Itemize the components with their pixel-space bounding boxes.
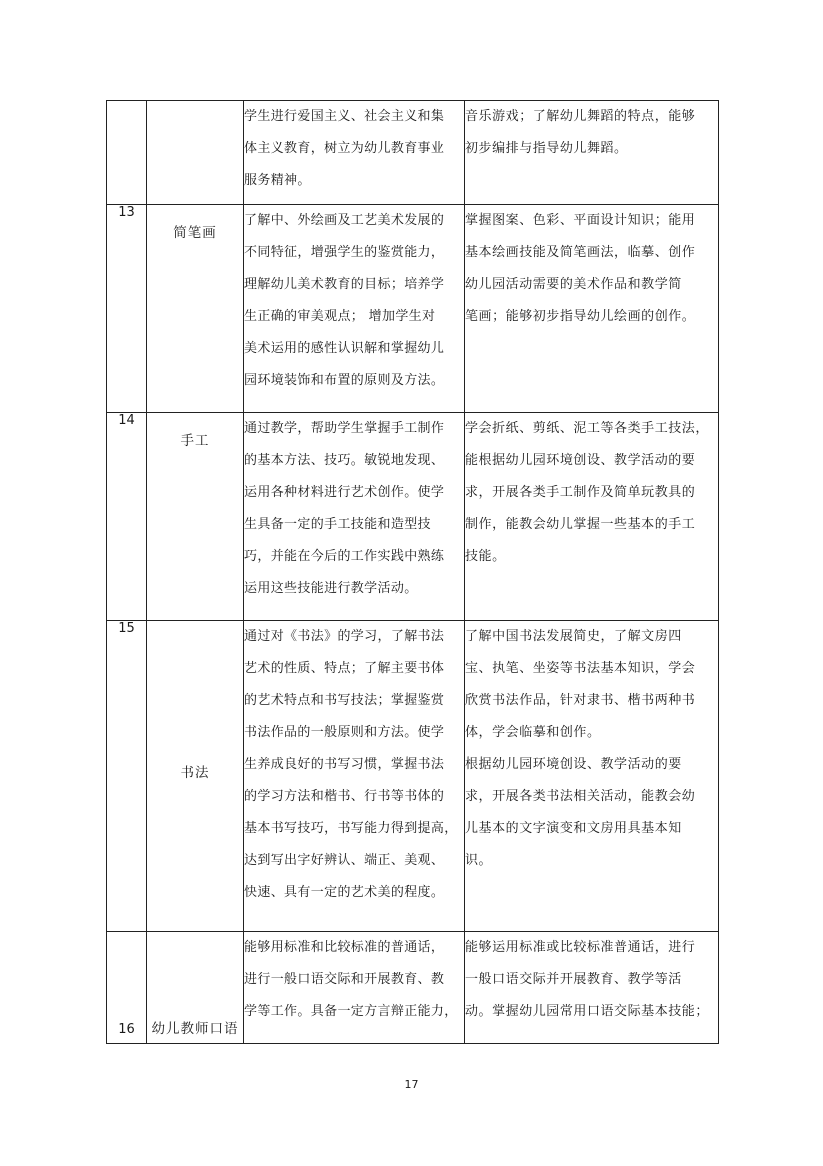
objective-line: 服务精神。 [244,173,311,188]
objective-line: 学生进行爱国主义、社会主义和集 [244,109,445,124]
objective-line: 运用各种材料进行艺术创作。使学 [244,485,445,500]
course-requirements [465,932,719,1044]
course-objectives [244,932,465,1044]
course-requirements [465,205,719,413]
requirement-line: 笔画；能够初步指导幼儿绘画的创作。 [465,309,696,324]
course-number: 16 [107,932,147,1044]
course-row [107,205,719,413]
requirement-line: 基本绘画技能及简笔画法，临摹、创作 [465,245,696,260]
course-requirements [465,413,719,621]
requirement-line: 学会折纸、剪纸、泥工等各类手工技法， [465,421,709,436]
objective-line: 了解中、外绘画及工艺美术发展的 [244,213,445,228]
objective-line: 生养成良好的书写习惯，掌握书法 [244,757,445,772]
objective-line: 书法作品的一般原则和方法。使学 [244,725,445,740]
requirement-line: 识。 [465,853,493,868]
objective-line: 美术运用的感性认识解和掌握幼儿 [244,341,445,356]
course-number: 15 [107,621,147,932]
objective-line: 的基本方法、技巧。敏锐地发现、 [244,453,445,468]
requirement-line: 技能。 [465,549,506,564]
requirement-line: 制作，能教会幼儿掌握一些基本的手工 [465,517,696,532]
course-objectives [244,101,465,205]
course-number: 13 [107,205,147,413]
objective-line: 巧，并能在今后的工作实践中熟练 [244,549,445,564]
objective-line: 生正确的审美观点； 增加学生对 [244,309,436,324]
requirement-line: 了解中国书法发展简史，了解文房四 [465,629,682,644]
objective-line: 生具备一定的手工技能和造型技 [244,517,431,532]
objective-line: 基本书写技巧，书写能力得到提高， [244,821,458,836]
objective-line: 的学习方法和楷书、行书等书体的 [244,789,445,804]
objective-line: 不同特征，增强学生的鉴赏能力， [244,245,445,260]
objective-line: 进行一般口语交际和开展教育、教 [244,972,445,987]
objective-line: 的艺术特点和书写技法；掌握鉴赏 [244,693,445,708]
objective-line: 园环境装饰和布置的原则及方法。 [244,373,445,388]
objective-line: 体主义教育，树立为幼儿教育事业 [244,141,445,156]
requirement-line: 体，学会临摹和创作。 [465,725,601,740]
course-objectives [244,413,465,621]
course-objectives [244,621,465,932]
requirement-line: 初步编排与指导幼儿舞蹈。 [465,141,628,156]
course-name [147,101,244,205]
objective-line: 达到写出字好辨认、端正、美观、 [244,853,445,868]
course-row [107,101,719,205]
requirement-line: 幼儿园活动需要的美术作品和教学简 [465,277,682,292]
requirement-line: 儿基本的文字演变和文房用具基本知 [465,821,682,836]
course-number [107,101,147,205]
course-row [107,413,719,621]
requirement-line: 求，开展各类书法相关活动，能教会幼 [465,789,696,804]
requirement-line: 音乐游戏；了解幼儿舞蹈的特点，能够 [465,109,696,124]
objective-line: 通过教学，帮助学生掌握手工制作 [244,421,445,436]
requirement-line: 求，开展各类手工制作及简单玩教具的 [465,485,696,500]
requirement-line: 动。掌握幼儿园常用口语交际基本技能； [465,1004,709,1019]
objective-line: 理解幼儿美术教育的目标；培养学 [244,277,445,292]
requirement-line: 欣赏书法作品，针对隶书、楷书两种书 [465,693,696,708]
course-name: 幼儿教师口语 [147,932,244,1044]
requirement-line: 能根据幼儿园环境创设、教学活动的要 [465,453,696,468]
objective-line: 艺术的性质、特点；了解主要书体 [244,661,445,676]
requirement-line: 根据幼儿园环境创设、教学活动的要 [465,757,682,772]
course-requirements [465,101,719,205]
course-requirements [465,621,719,932]
course-row [107,932,719,1044]
objective-line: 学等工作。具备一定方言辩正能力， [244,1004,458,1019]
objective-line: 快速、具有一定的艺术美的程度。 [244,885,445,900]
course-name: 简笔画 [147,205,244,413]
course-name: 手工 [147,413,244,621]
course-row [107,621,719,932]
curriculum-table [106,100,719,1044]
course-number: 14 [107,413,147,621]
course-name: 书法 [147,621,244,932]
page-number: 17 [404,1078,419,1091]
requirement-line: 能够运用标准或比较标准普通话，进行 [465,940,696,955]
requirement-line: 宝、执笔、坐姿等书法基本知识，学会 [465,661,696,676]
requirement-line: 掌握图案、色彩、平面设计知识；能用 [465,213,696,228]
objective-line: 通过对《书法》的学习，了解书法 [244,629,445,644]
requirement-line: 一般口语交际并开展教育、教学等活 [465,972,682,987]
objective-line: 运用这些技能进行教学活动。 [244,581,418,596]
course-objectives [244,205,465,413]
objective-line: 能够用标准和比较标准的普通话， [244,940,445,955]
